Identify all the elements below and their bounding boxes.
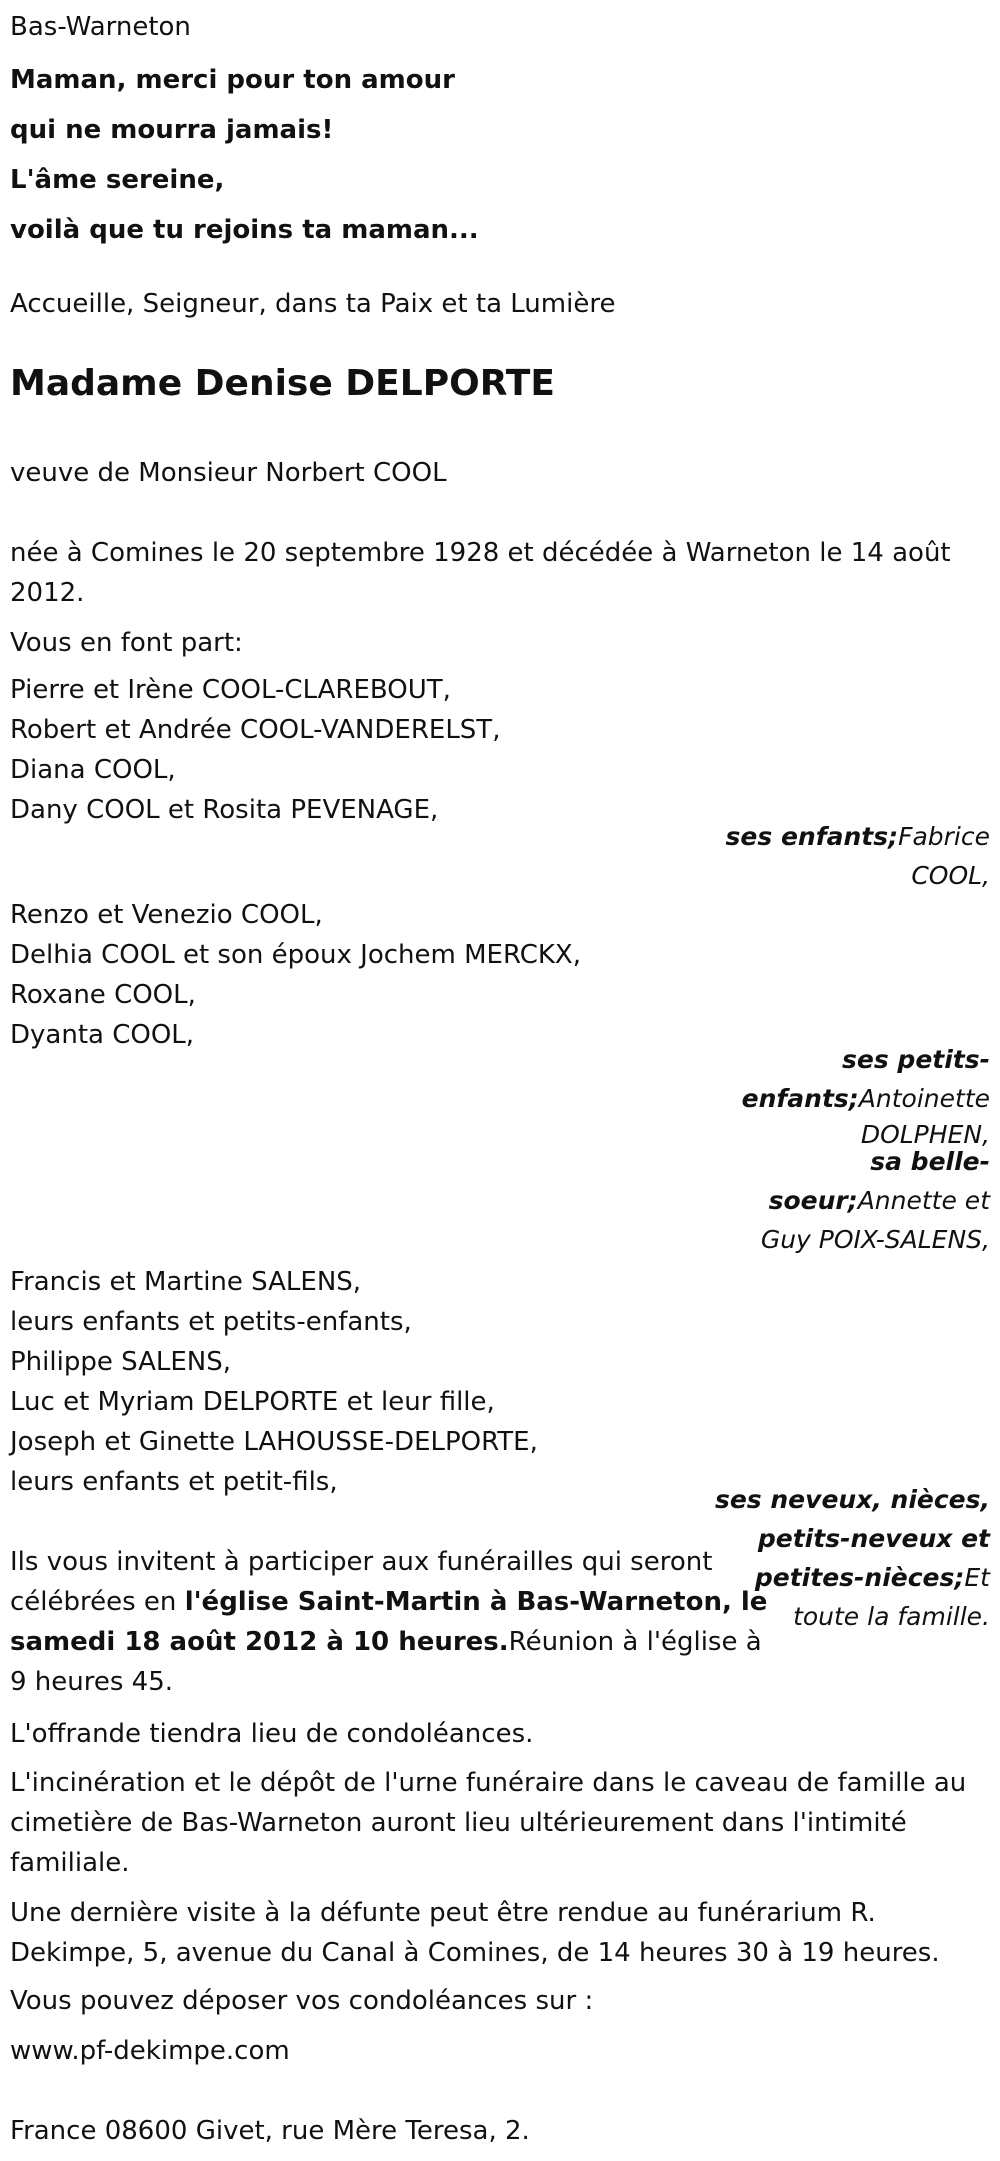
- role-label: ses petits-: [842, 1045, 990, 1074]
- visit: [10, 1893, 940, 1973]
- poem-line: L'âme sereine,: [10, 165, 225, 195]
- poem: [10, 55, 479, 255]
- list-item: Francis et Martine SALENS,: [10, 1267, 362, 1297]
- incineration-line: familiale.: [10, 1848, 130, 1878]
- dates: [10, 533, 951, 613]
- list-item: Joseph et Ginette LAHOUSSE-DELPORTE,: [10, 1427, 538, 1457]
- dates-line: née à Comines le 20 septembre 1928 et décédée à Warneton le 14 août: [10, 538, 951, 568]
- children-role: [650, 817, 990, 895]
- role-name: DOLPHEN,: [860, 1120, 990, 1149]
- role-label: soeur;: [768, 1186, 858, 1215]
- role-name: Antoinette: [858, 1084, 990, 1113]
- children-list: [10, 670, 500, 830]
- role-name: Fabrice: [898, 822, 990, 851]
- visit-line: Une dernière visite à la défunte peut être rendue au funérarium R.: [10, 1898, 876, 1928]
- list-item: Dyanta COOL,: [10, 1020, 195, 1050]
- church-location: l'église Saint-Martin à Bas-Warneton, le: [184, 1587, 768, 1617]
- sister-role: [710, 1142, 990, 1259]
- deceased-name: Madame Denise DELPORTE: [10, 363, 555, 404]
- role-name: toute la famille.: [793, 1602, 990, 1631]
- role-label: sa belle-: [870, 1147, 990, 1176]
- poem-line: Maman, merci pour ton amour: [10, 65, 455, 95]
- list-item: Renzo et Venezio COOL,: [10, 900, 323, 930]
- role-label: ses neveux, nièces,: [714, 1485, 990, 1514]
- role-name: COOL,: [911, 861, 990, 890]
- list-item: leurs enfants et petit-fils,: [10, 1467, 338, 1497]
- list-item: Diana COOL,: [10, 755, 176, 785]
- prayer: Accueille, Seigneur, dans ta Paix et ta Lumière: [10, 289, 616, 319]
- place: Bas-Warneton: [10, 12, 191, 42]
- list-item: Pierre et Irène COOL-CLAREBOUT,: [10, 675, 451, 705]
- role-label: ses enfants;: [725, 822, 899, 851]
- invitation-line: Ils vous invitent à participer aux funérailles qui seront: [10, 1547, 713, 1577]
- role-label: petits-neveux et: [757, 1524, 990, 1553]
- grandchildren-role: [710, 1040, 990, 1152]
- funeral-date: samedi 18 août 2012 à 10 heures.: [10, 1627, 509, 1657]
- visit-line: Dekimpe, 5, avenue du Canal à Comines, de 14 heures 30 à 19 heures.: [10, 1938, 940, 1968]
- invitation: [10, 1542, 767, 1702]
- website-link[interactable]: www.pf-dekimpe.com: [10, 2036, 290, 2066]
- invitation-text: Réunion à l'église à: [508, 1627, 762, 1657]
- nephews-list: [10, 1262, 538, 1502]
- role-label: enfants;: [741, 1084, 859, 1113]
- poem-line: voilà que tu rejoins ta maman...: [10, 215, 479, 245]
- list-item: leurs enfants et petits-enfants,: [10, 1307, 412, 1337]
- role-name: Guy POIX-SALENS,: [760, 1225, 990, 1254]
- grandchildren-list: [10, 895, 581, 1055]
- invitation-text: célébrées en: [10, 1587, 185, 1617]
- list-item: Robert et Andrée COOL-VANDERELST,: [10, 715, 501, 745]
- condolences-label: Vous pouvez déposer vos condoléances sur :: [10, 1986, 594, 2016]
- list-item: Dany COOL et Rosita PEVENAGE,: [10, 795, 439, 825]
- role-name: Annette et: [857, 1186, 990, 1215]
- incineration-line: cimetière de Bas-Warneton auront lieu ultérieurement dans l'intimité: [10, 1808, 907, 1838]
- list-item: Philippe SALENS,: [10, 1347, 231, 1377]
- widow-of: veuve de Monsieur Norbert COOL: [10, 458, 447, 488]
- role-name: Et: [964, 1563, 990, 1592]
- role-label: petites-nièces;: [754, 1563, 965, 1592]
- incineration: [10, 1763, 966, 1883]
- offrande: L'offrande tiendra lieu de condoléances.: [10, 1719, 534, 1749]
- list-item: Delhia COOL et son époux Jochem MERCKX,: [10, 940, 582, 970]
- incineration-line: L'incinération et le dépôt de l'urne funéraire dans le caveau de famille au: [10, 1768, 967, 1798]
- poem-line: qui ne mourra jamais!: [10, 115, 334, 145]
- list-item: Luc et Myriam DELPORTE et leur fille,: [10, 1387, 495, 1417]
- announce: Vous en font part:: [10, 628, 243, 658]
- dates-line: 2012.: [10, 578, 85, 608]
- address: France 08600 Givet, rue Mère Teresa, 2.: [10, 2116, 530, 2146]
- invitation-line: 9 heures 45.: [10, 1667, 174, 1697]
- list-item: Roxane COOL,: [10, 980, 196, 1010]
